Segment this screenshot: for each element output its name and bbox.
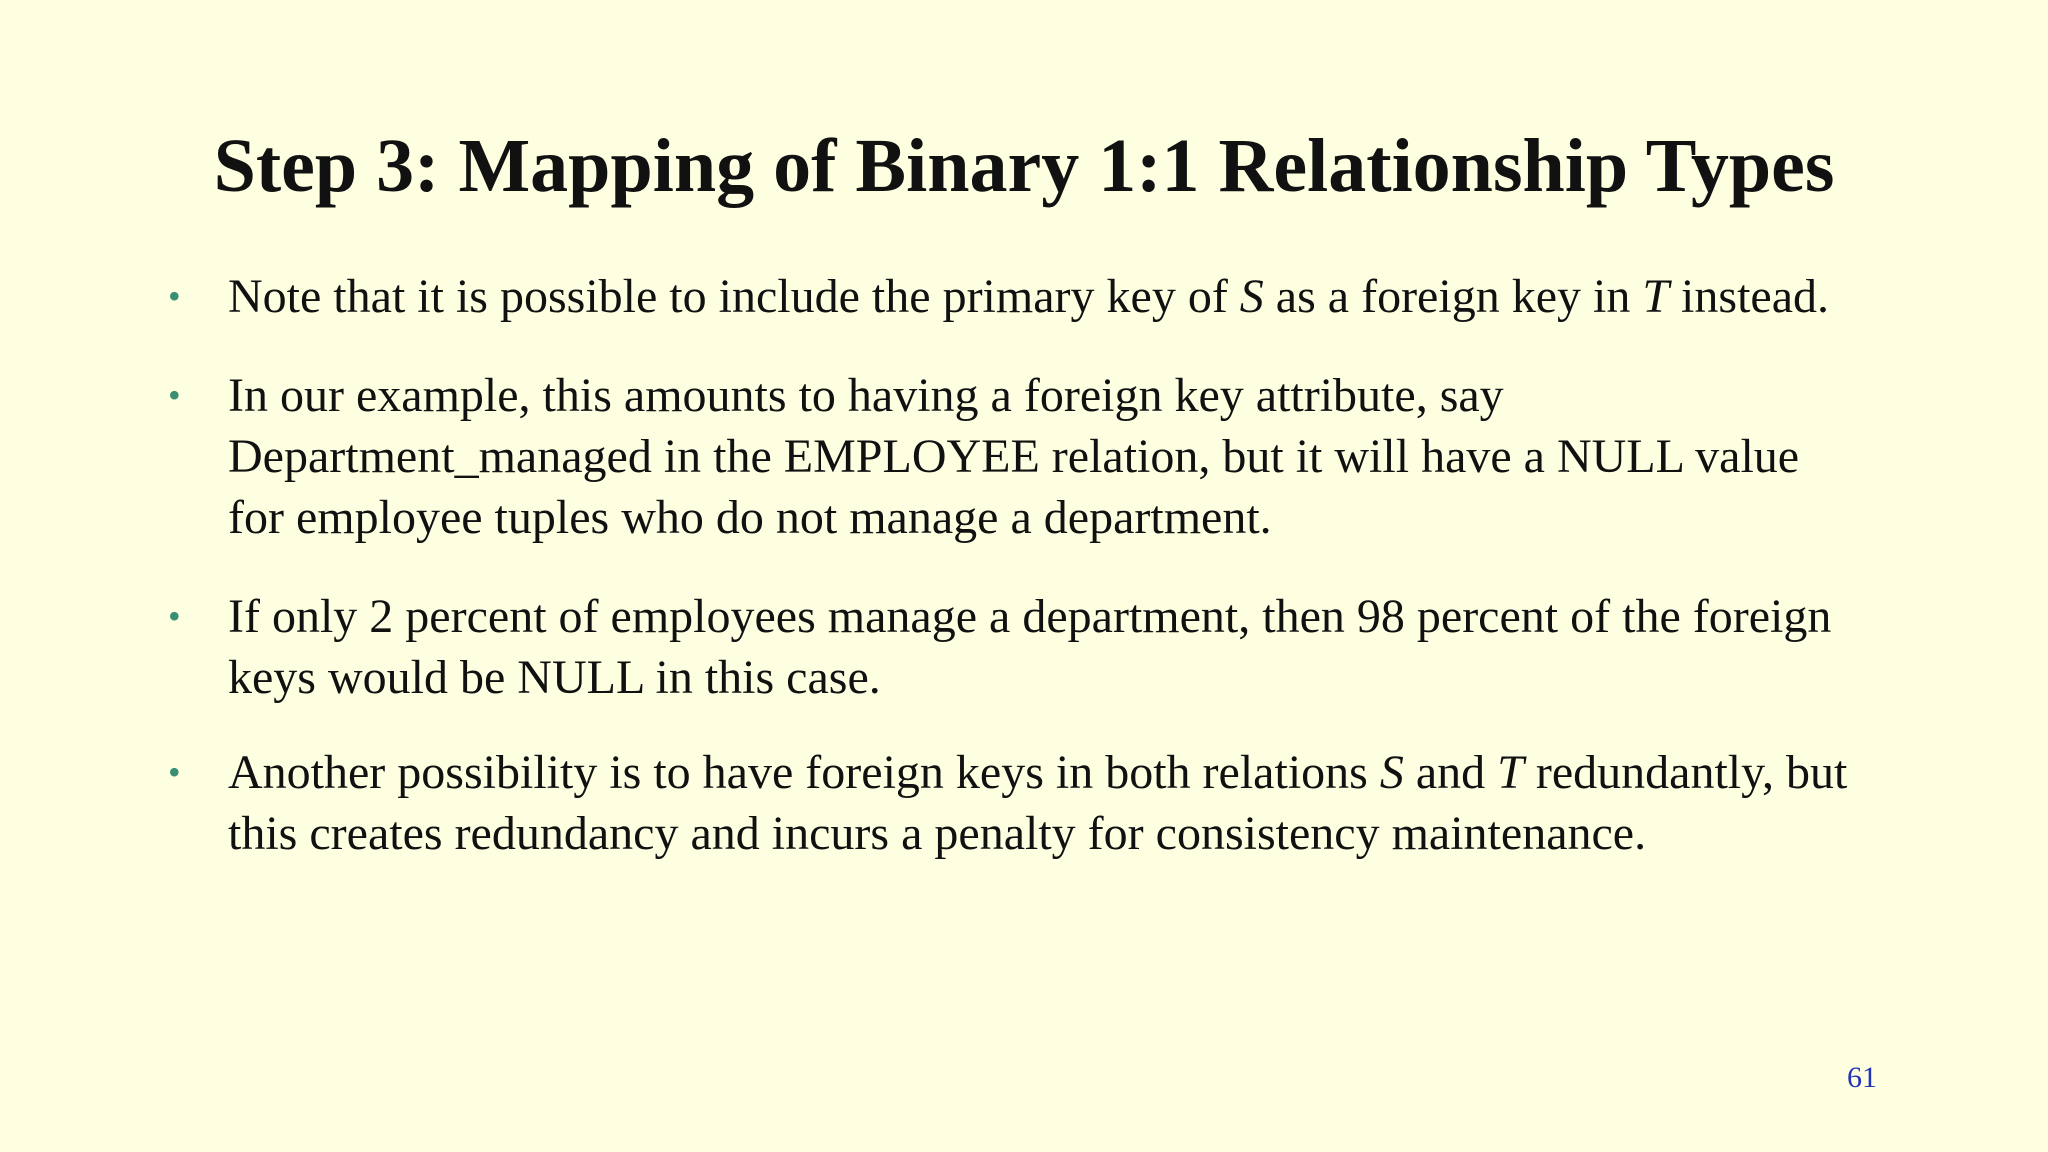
bullet-marker-icon: • <box>168 752 181 792</box>
bullet-text <box>228 746 1847 860</box>
bullet-text-segment: T <box>1497 746 1524 799</box>
bullet-text-segment: In our example, this amounts to having a foreign key attribute, say Department_managed in the EMPLOYEE relation, but it will have a NULL value for employee tuples who do not manage a department. <box>228 369 1800 544</box>
bullet-text-segment: instead. <box>1669 270 1830 323</box>
bullet-text <box>228 369 1799 544</box>
bullet-text <box>228 590 1831 704</box>
slide-title: Step 3: Mapping of Binary 1:1 Relationship Types <box>213 124 1835 208</box>
bullet-text-segment: T <box>1642 270 1670 323</box>
bullet-text-segment: S <box>1379 746 1404 799</box>
bullet-item <box>166 586 1866 708</box>
bullet-marker-icon: • <box>168 375 181 415</box>
page-number: 61 <box>1847 1061 1877 1094</box>
bullet-item <box>166 266 1866 327</box>
bullet-text-segment: Another possibility is to have foreign keys in both relations <box>228 746 1380 799</box>
bullet-text-segment: and <box>1403 746 1498 799</box>
bullet-text <box>228 270 1829 323</box>
bullet-item <box>166 365 1866 548</box>
bullet-item <box>166 742 1866 864</box>
bullet-text-segment: Note that it is possible to include the primary key of <box>228 270 1240 323</box>
bullet-marker-icon: • <box>168 596 181 636</box>
bullet-list <box>166 266 1866 902</box>
bullet-text-segment: If only 2 percent of employees manage a department, then 98 percent of the foreign keys would be NULL in this case. <box>228 590 1832 704</box>
bullet-marker-icon: • <box>168 276 181 316</box>
bullet-text-segment: redundantly, but this creates redundancy and incurs a penalty for consistency maintenance. <box>228 746 1848 860</box>
bullet-text-segment: as a foreign key in <box>1263 270 1643 323</box>
bullet-text-segment: S <box>1239 270 1264 323</box>
